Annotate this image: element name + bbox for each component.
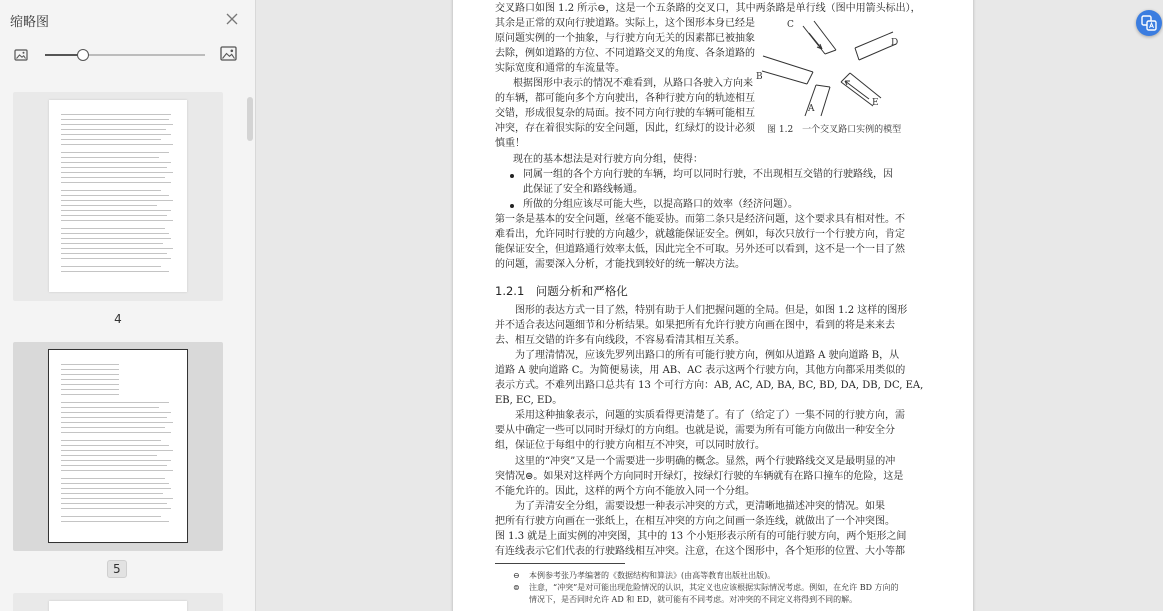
thumbnail-text-line <box>61 412 171 413</box>
thumbnail-text-line <box>61 162 171 163</box>
text-line: 第一条是基本的安全问题，丝毫不能妥协。而第二条只是经济问题，这个要求具有相对性。不 <box>495 214 905 225</box>
text-line: 采用这种抽象表示，问题的实质看得更清楚了。有了（给定了）一集不同的行驶方向，需 <box>515 410 905 421</box>
thumbnail-text-line <box>61 248 173 249</box>
text-line: 去除，例如道路的方位、不同道路交叉的角度、各条道路的 <box>495 48 755 59</box>
thumbnail-text-line <box>61 508 171 509</box>
thumbnail-text-line <box>61 152 169 153</box>
thumbnail-text-line <box>61 119 169 120</box>
thumbnail-text-line <box>61 460 171 461</box>
thumbnail-text-line <box>61 182 171 183</box>
thumbnail-text-line <box>61 139 161 140</box>
sidebar-title: 缩略图 <box>10 15 50 30</box>
thumbnail-text-line <box>61 516 161 517</box>
thumbnail-text-line <box>61 488 171 489</box>
document-viewer[interactable] <box>257 0 1163 611</box>
text-line: 突情况⊜。如果对这样两个方向同时开绿灯，按绿灯行驶的车辆就有在路口撞车的危险，这是 <box>495 471 904 482</box>
thumbnail-text-line <box>61 134 171 135</box>
text-line: 并不适合表达问题细节和分析结果。如果把所有允许行驶方向画在图中，看到的将是来来去 <box>495 320 895 331</box>
thumbnail-text-line <box>61 228 165 229</box>
thumbnail-text-line <box>61 455 157 456</box>
thumbnail-text-line <box>61 394 119 395</box>
thumbnail-text-line <box>61 498 173 499</box>
thumbnail-text-line <box>61 450 173 451</box>
thumbnail-text-line <box>61 427 165 428</box>
text-line: 能保证安全，但道路通行效率太低，因此完全不可取。另外还可以看到，这不是一个一目了然 <box>495 244 905 255</box>
sidebar-scrollbar[interactable] <box>247 97 253 141</box>
thumbnail-text-line <box>61 402 169 403</box>
thumbnail-page-number: 4 <box>114 312 122 326</box>
thumbnail-text-line <box>61 258 171 259</box>
text-line: 的车辆，都可能向多个方向驶出，各种行驶方向的轨迹相互 <box>495 93 755 104</box>
figure-label-b: B <box>756 72 763 82</box>
thumbnail-text-line <box>61 210 171 211</box>
close-icon[interactable] <box>224 11 240 27</box>
text-line: 慎重！ <box>495 138 525 149</box>
text-line: 根据图形中表示的情况不难看到，从路口各驶入方向来 <box>513 78 753 89</box>
thumbnail-text-line <box>61 266 161 267</box>
text-line: 表示方式。不难列出路口总共有 13 个可行方向：AB, AC, AD, BA, BC, BD, DA, DB, DC, EA, <box>495 380 924 391</box>
thumbnail-text-line <box>61 465 167 466</box>
thumbnail-text-line <box>61 440 161 441</box>
thumbnail-text-line <box>61 177 165 178</box>
bullet-point <box>510 204 514 208</box>
figure-caption: 图 1.2 一个交叉路口实例的模型 <box>767 125 902 135</box>
thumbnail-text-line <box>61 503 167 504</box>
image-small-icon[interactable] <box>14 47 28 61</box>
thumbnail-text-line <box>61 384 119 385</box>
footnote-marker: ⊜ <box>513 583 520 592</box>
text-line: 实际宽度和通常的车流量等。 <box>495 63 625 74</box>
thumbnail-card-page-6[interactable] <box>13 593 223 611</box>
thumbnail-text-line <box>61 470 173 471</box>
thumbnail-page-image <box>49 100 187 292</box>
thumbnail-text-line <box>61 114 171 115</box>
text-line: 组，保证位于每组中的行驶方向相互不冲突，可以同时放行。 <box>495 440 765 451</box>
text-line: 原问题实例的一个抽象，与行驶方向无关的因素都已被抽象 <box>495 33 755 44</box>
figure-label-c: C <box>787 20 794 30</box>
thumbnail-text-line <box>61 374 119 375</box>
thumbnail-text-line <box>61 422 173 423</box>
translate-icon[interactable] <box>1136 10 1162 36</box>
figure-label-e: E <box>872 98 879 108</box>
figure-label-d: D <box>891 38 899 48</box>
document-page <box>453 0 973 611</box>
thumbnail-text-line <box>61 521 169 522</box>
text-line: 难看出，允许同时行驶的方向越少，就越能保证安全。例如，每次只放行一个行驶方向，肯定 <box>495 229 905 240</box>
thumbnail-text-line <box>61 167 167 168</box>
text-line: 有连线表示它们代表的行驶路线相互冲突。注意，在这个图形中，各个矩形的位置、大小等都 <box>495 546 905 557</box>
thumbnail-text-line <box>61 369 119 370</box>
thumbnail-text-line <box>61 271 169 272</box>
thumbnail-page-image <box>49 350 187 542</box>
thumbnail-text-line <box>61 364 119 365</box>
figure-label-a: A <box>808 104 815 114</box>
thumbnail-text-line <box>61 432 171 433</box>
thumbnail-page-number-selected: 5 <box>107 560 127 578</box>
intersection-figure <box>759 18 919 120</box>
thumbnail-text-line <box>61 157 159 158</box>
text-line: 不能允许的。因此，这样的两个方向不能放入同一个分组。 <box>495 486 755 497</box>
text-line: 这里的“冲突”又是一个需要进一步明确的概念。显然，两个行驶路线交叉是最明显的冲 <box>515 456 896 467</box>
text-line: 其余是正常的双向行驶道路。实际上，这个图形本身已经是 <box>495 18 755 29</box>
thumbnail-text-line <box>61 389 119 390</box>
text-line: 为了弄清安全分组，需要设想一种表示冲突的方式，更清晰地描述冲突的情况。如果 <box>515 501 885 512</box>
thumbnail-text-line <box>61 200 173 201</box>
thumbnail-text-line <box>61 407 159 408</box>
thumbnail-text-line <box>61 445 169 446</box>
image-large-icon[interactable] <box>220 45 237 62</box>
text-line: 的问题，需要深入分析，才能找到较好的统一解决方法。 <box>495 259 745 270</box>
footnote-text: 情况下，是否同时允许 AD 和 ED，就可能有不同考虑。对冲突的不同定义将得到不同的解。 <box>529 595 858 604</box>
thumbnail-card-page-4[interactable] <box>13 92 223 301</box>
text-line: EB, EC, ED。 <box>495 395 563 406</box>
thumbnail-page-image <box>49 601 187 611</box>
footnote-marker: ⊖ <box>513 571 520 580</box>
bullet-text: 同属一组的各个方向行驶的车辆，均可以同时行驶，不出现相互交错的行驶路线，因 <box>523 169 893 180</box>
slider-handle[interactable] <box>77 49 89 61</box>
thumbnail-text-line <box>61 379 119 380</box>
text-line: 图 1.3 就是上面实例的冲突图，其中的 13 个小矩形表示所有的可能行驶方向，两个矩形之间 <box>495 531 907 542</box>
thumbnail-text-line <box>61 195 169 196</box>
text-line: 要从中确定一些可以同时开绿灯的方向组。也就是说，需要为所有可能方向做出一种安全分 <box>495 425 895 436</box>
text-line: 图形的表达方式一目了然，特别有助于人们把握问题的全局。但是，如图 1.2 这样的图形 <box>515 305 908 316</box>
thumbnail-text-line <box>61 205 157 206</box>
thumbnail-text-line <box>61 215 167 216</box>
thumbnail-text-line <box>61 243 163 244</box>
footnote-rule <box>495 563 625 564</box>
section-heading: 1.2.1 问题分析和严格化 <box>495 284 628 298</box>
text-line: 现在的基本想法是对行驶方向分组，使得： <box>513 154 703 165</box>
thumbnail-text-line <box>61 129 166 130</box>
text-line: 道路 A 驶向道路 C。为简便易读，用 AB、AC 表示这两个行驶方向，其他方向都采用类似的 <box>495 365 906 376</box>
thumbnail-text-line <box>61 233 169 234</box>
thumbnail-text-line <box>61 253 167 254</box>
bullet-text: 所做的分组应该尽可能大些，以提高路口的效率（经济问题）。 <box>523 199 798 210</box>
bullet-text: 此保证了安全和路线畅通。 <box>523 184 643 195</box>
thumbnail-zoom-slider[interactable] <box>45 54 205 56</box>
text-line: 为了理清情况，应该先罗列出路口的所有可能行驶方向，例如从道路 A 驶向道路 B，从 <box>515 350 900 361</box>
thumbnail-text-line <box>61 220 173 221</box>
thumbnail-card-page-5[interactable] <box>13 342 223 551</box>
thumbnail-text-line <box>61 172 173 173</box>
thumbnail-sidebar <box>0 0 256 611</box>
bullet-point <box>510 174 514 178</box>
text-line: 交叉路口如图 1.2 所示⊖，这是一个五条路的交叉口，其中两条路是单行线（图中用箭头标出）， <box>495 3 921 14</box>
thumbnail-text-line <box>61 124 173 125</box>
thumbnail-text-line <box>61 478 165 479</box>
text-line: 冲突，存在着很实际的安全问题，因此，红绿灯的设计必须 <box>495 123 755 134</box>
text-line: 去、相互交错的许多有向线段，不容易看清其相互关系。 <box>495 335 745 346</box>
footnote-text: 注意，“冲突”是对可能出现危险情况的认识，其定义也应该根据实际情况考虑。例如，在允许 BD 方向的 <box>529 583 899 592</box>
thumbnail-text-line <box>61 238 171 239</box>
text-line: 交错，形成很复杂的局面。按不同方向行驶的车辆可能相互 <box>495 108 755 119</box>
thumbnail-text-line <box>61 144 173 145</box>
thumbnail-text-line <box>61 190 161 191</box>
thumbnail-text-line <box>61 483 169 484</box>
footnote-text: 本例参考张乃孝编著的《数据结构和算法》(由高等教育出版社出版)。 <box>529 571 776 580</box>
text-line: 把所有行驶方向画在一张纸上，在相互冲突的方向之间画一条连线，就做出了一个冲突图。 <box>495 516 895 527</box>
thumbnail-text-line <box>61 417 167 418</box>
thumbnail-zoom-controls <box>14 44 244 66</box>
thumbnail-text-line <box>61 493 163 494</box>
